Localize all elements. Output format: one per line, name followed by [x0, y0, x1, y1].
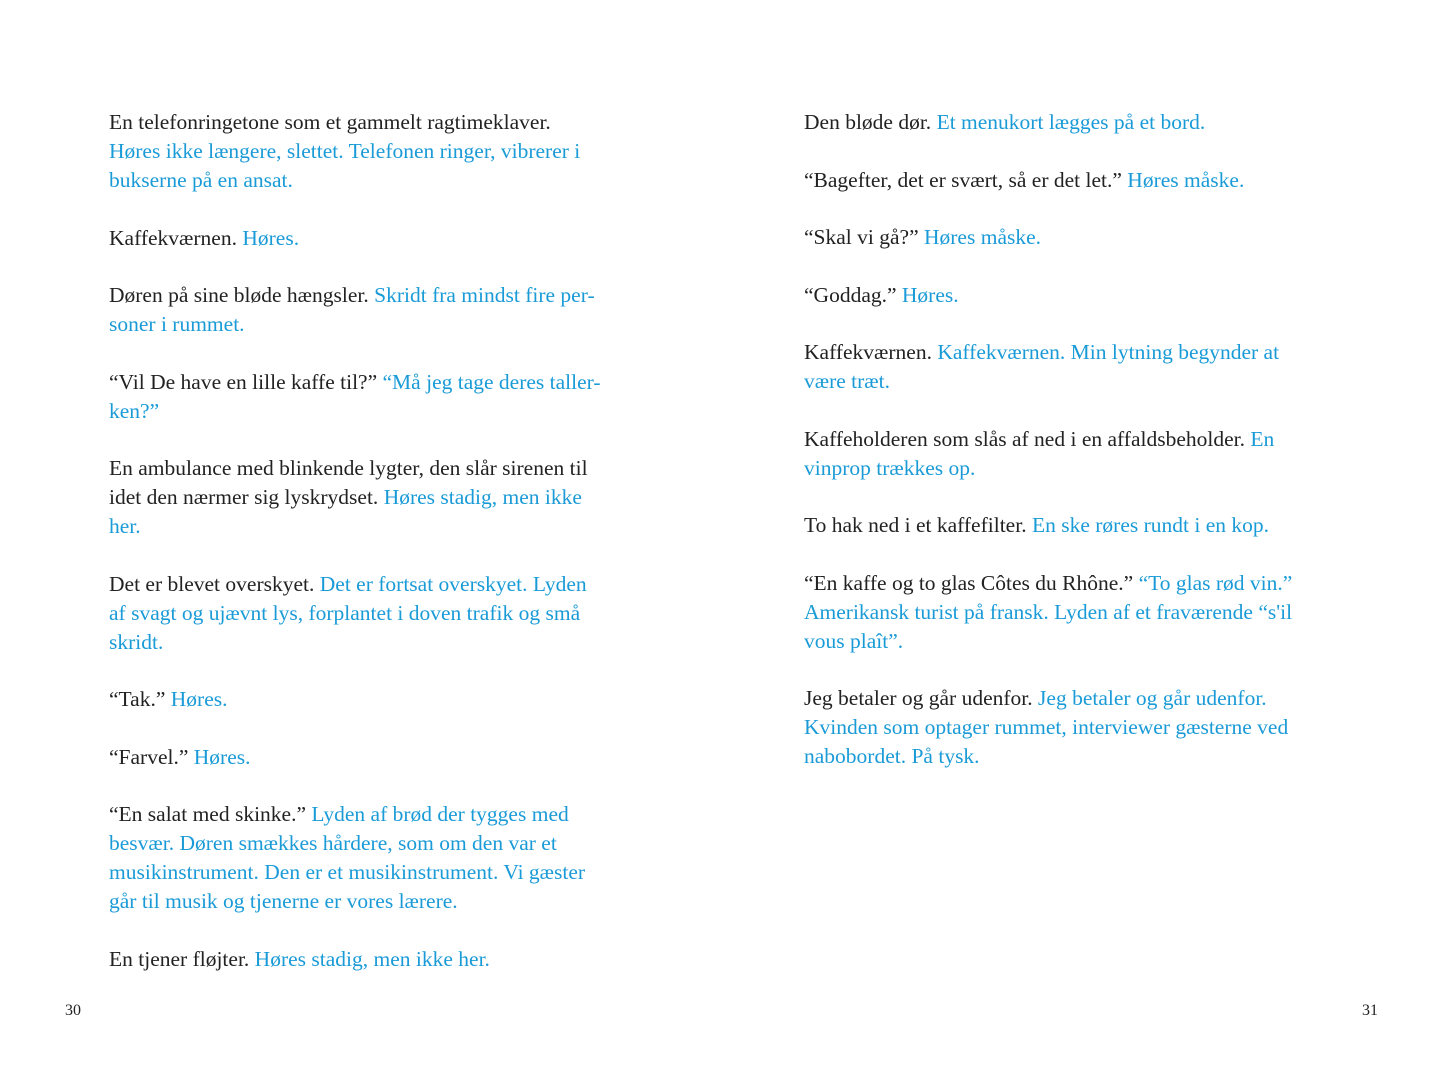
text-line: [109, 454, 654, 483]
text-line: [804, 742, 1349, 771]
narrative-text-segment: Det er blevet overskyet.: [109, 571, 320, 596]
heard-text-segment: af svagt og ujævnt lys, forplantet i doven trafik og små: [109, 600, 581, 625]
paragraph: [804, 166, 1349, 195]
text-line: [109, 599, 654, 628]
text-line: [804, 108, 1349, 137]
narrative-text-segment: idet den nærmer sig lyskrydset.: [109, 485, 384, 509]
text-line: [109, 483, 654, 512]
heard-text-segment: Høres stadig, men ikke: [383, 485, 582, 509]
narrative-text-segment: “Skal vi gå?”: [804, 225, 924, 249]
narrative-text-segment: “Vil De have en lille kaffe til?”: [109, 369, 383, 394]
narrative-text-segment: Døren på sine bløde hængsler.: [109, 283, 375, 307]
left-page: [0, 0, 722, 1087]
heard-text-segment: Høres.: [242, 225, 300, 250]
heard-text-segment: ken?”: [109, 398, 160, 423]
heard-text-segment: “To glas rød vin.”: [1138, 570, 1293, 595]
narrative-text-segment: En ambulance med blinkende lygter, den slår sirenen til: [109, 456, 588, 480]
heard-text-segment: En ske røres rundt i en kop.: [1031, 513, 1269, 537]
narrative-text-segment: “En salat med skinke.”: [109, 802, 312, 826]
right-text-column: [804, 108, 1349, 800]
page-number-left: 30: [65, 1002, 81, 1019]
heard-text-segment: Høres.: [901, 282, 959, 307]
left-text-column: [109, 108, 654, 1002]
paragraph: [804, 108, 1349, 137]
heard-text-segment: Skridt fra mindst fire per-: [374, 283, 595, 307]
text-line: [804, 598, 1349, 627]
paragraph: [109, 800, 654, 916]
text-line: [804, 367, 1349, 396]
text-line: [804, 425, 1349, 454]
text-line: [804, 454, 1349, 483]
text-line: [109, 512, 654, 541]
heard-text-segment: Kvinden som optager rummet, interviewer gæsterne ved: [804, 715, 1289, 739]
page-number-right: 31: [1362, 1002, 1378, 1019]
paragraph: [804, 338, 1349, 396]
heard-text-segment: her.: [109, 514, 141, 538]
heard-text-segment: Høres stadig, men ikke her.: [254, 946, 490, 971]
paragraph: [804, 511, 1349, 540]
heard-text-segment: soner i rummet.: [109, 312, 245, 336]
text-line: [109, 397, 654, 426]
paragraph: [109, 570, 654, 657]
paragraph: [804, 569, 1349, 656]
narrative-text-segment: Kaffekværnen.: [804, 340, 938, 364]
paragraph: [804, 684, 1349, 771]
narrative-text-segment: “Bagefter, det er svært, så er det let.”: [804, 167, 1128, 192]
text-line: [109, 800, 654, 829]
text-line: [109, 858, 654, 887]
heard-text-segment: Amerikansk turist på fransk. Lyden af et fraværende “s'il: [804, 599, 1293, 624]
text-line: [109, 224, 654, 253]
text-line: [109, 887, 654, 916]
heard-text-segment: bukserne på en ansat.: [109, 168, 293, 192]
heard-text-segment: Høres måske.: [924, 225, 1042, 249]
narrative-text-segment: “Farvel.”: [109, 744, 194, 769]
text-line: [804, 166, 1349, 195]
text-line: [109, 743, 654, 772]
narrative-text-segment: “Tak.”: [109, 687, 171, 711]
text-line: [109, 137, 654, 166]
text-line: [109, 166, 654, 195]
text-line: [804, 713, 1349, 742]
text-line: [109, 310, 654, 339]
paragraph: [109, 685, 654, 714]
narrative-text-segment: En tjener fløjter.: [109, 946, 255, 971]
narrative-text-segment: Kaffekværnen.: [109, 225, 243, 250]
narrative-text-segment: Den bløde dør.: [804, 110, 937, 134]
narrative-text-segment: “En kaffe og to glas Côtes du Rhône.”: [804, 570, 1139, 595]
text-line: [109, 945, 654, 974]
paragraph: [109, 945, 654, 974]
text-line: [109, 281, 654, 310]
narrative-text-segment: To hak ned i et kaffefilter.: [804, 513, 1032, 537]
text-line: [109, 570, 654, 599]
text-line: [804, 569, 1349, 598]
heard-text-segment: Et menukort lægges på et bord.: [936, 110, 1206, 134]
heard-text-segment: “Må jeg tage deres taller-: [382, 369, 601, 394]
paragraph: [109, 108, 654, 195]
heard-text-segment: Det er fortsat overskyet. Lyden: [319, 571, 587, 596]
paragraph: [804, 425, 1349, 483]
narrative-text-segment: Kaffeholderen som slås af ned i en affaldsbeholder.: [804, 426, 1251, 451]
text-line: [804, 338, 1349, 367]
narrative-text-segment: “Goddag.”: [804, 282, 902, 307]
heard-text-segment: En: [1250, 426, 1275, 451]
heard-text-segment: Høres måske.: [1127, 167, 1245, 192]
heard-text-segment: går til musik og tjenerne er vores lærere.: [109, 889, 458, 913]
heard-text-segment: være træt.: [804, 369, 890, 393]
paragraph: [804, 281, 1349, 310]
text-line: [109, 685, 654, 714]
paragraph: [109, 368, 654, 426]
text-line: [109, 368, 654, 397]
right-page: [722, 0, 1445, 1087]
text-line: [109, 108, 654, 137]
paragraph: [804, 223, 1349, 252]
text-line: [804, 627, 1349, 656]
narrative-text-segment: En telefonringetone som et gammelt ragtimeklaver.: [109, 110, 551, 134]
heard-text-segment: Jeg betaler og går udenfor.: [1038, 686, 1267, 710]
heard-text-segment: Kaffekværnen. Min lytning begynder at: [937, 340, 1280, 364]
text-line: [804, 281, 1349, 310]
heard-text-segment: besvær. Døren smækkes hårdere, som om den var et: [109, 831, 557, 855]
heard-text-segment: Høres.: [170, 687, 228, 711]
heard-text-segment: musikinstrument. Den er et musikinstrument. Vi gæster: [109, 860, 586, 884]
paragraph: [109, 281, 654, 339]
paragraph: [109, 454, 654, 541]
heard-text-segment: vous plaît”.: [804, 628, 904, 653]
text-line: [109, 628, 654, 657]
text-line: [804, 223, 1349, 252]
heard-text-segment: Høres.: [193, 744, 251, 769]
heard-text-segment: Høres ikke længere, slettet. Telefonen ringer, vibrerer i: [109, 139, 581, 163]
text-line: [804, 684, 1349, 713]
heard-text-segment: Lyden af brød der tygges med: [311, 802, 569, 826]
heard-text-segment: nabobordet. På tysk.: [804, 744, 980, 768]
narrative-text-segment: Jeg betaler og går udenfor.: [804, 686, 1039, 710]
text-line: [804, 511, 1349, 540]
heard-text-segment: vinprop trækkes op.: [804, 455, 976, 480]
paragraph: [109, 743, 654, 772]
paragraph: [109, 224, 654, 253]
text-line: [109, 829, 654, 858]
heard-text-segment: skridt.: [109, 629, 164, 654]
